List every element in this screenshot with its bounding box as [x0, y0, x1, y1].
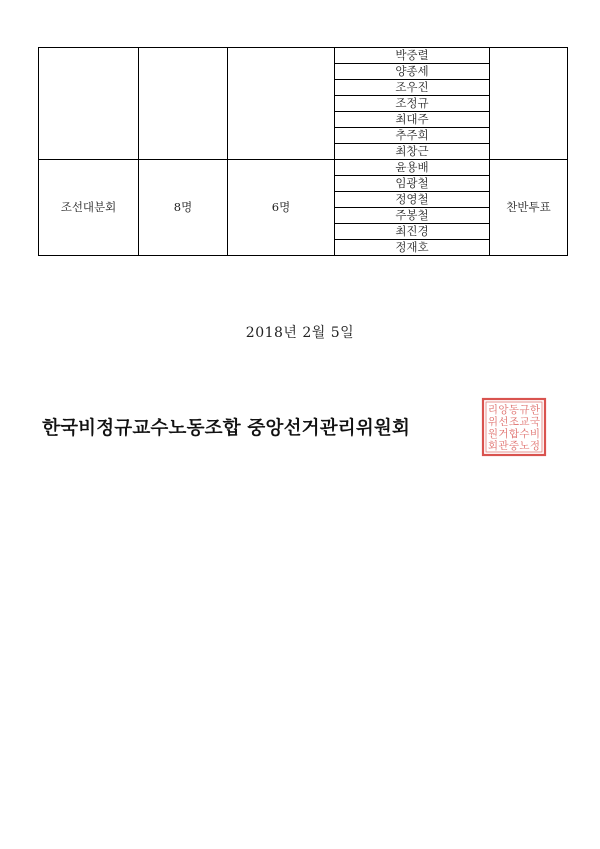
result-cell: 찬반투표 — [490, 160, 568, 256]
seal-glyph: 비 — [529, 428, 541, 440]
candidate-name-cell: 임광철 — [335, 176, 490, 192]
seal-glyph: 규 — [519, 404, 530, 416]
seats-cell — [139, 48, 228, 160]
candidate-name-cell: 추주희 — [335, 128, 490, 144]
candidate-name-cell: 정재호 — [335, 240, 490, 256]
seal-glyph: 정 — [529, 440, 541, 452]
candidate-name-cell: 조우진 — [335, 80, 490, 96]
seal-glyph: 수 — [519, 428, 530, 440]
seal-glyph: 합 — [508, 428, 520, 440]
seal-glyph: 조 — [508, 416, 520, 428]
candidate-name-cell: 정영철 — [335, 192, 490, 208]
candidates-count-cell: 6명 — [228, 160, 335, 256]
seal-glyph: 선 — [498, 416, 509, 428]
candidate-name-cell: 박중렬 — [335, 48, 490, 64]
seal-glyph: 회 — [487, 440, 499, 452]
seal-glyph: 원 — [487, 428, 499, 440]
branch-cell — [39, 48, 139, 160]
seal-glyph: 국 — [529, 416, 541, 428]
seal-glyph: 리 — [487, 404, 499, 416]
organization-name: 한국비정규교수노동조합 중앙선거관리위원회 — [42, 418, 411, 439]
seats-cell: 8명 — [139, 160, 228, 256]
candidate-name-cell: 최창근 — [335, 144, 490, 160]
seal-glyph: 앙 — [498, 404, 509, 416]
candidate-name-cell: 윤용배 — [335, 160, 490, 176]
candidate-name-cell: 최진경 — [335, 224, 490, 240]
seal-glyph: 노 — [519, 440, 530, 452]
table-row — [39, 160, 568, 176]
candidate-name-cell: 최대주 — [335, 112, 490, 128]
candidate-name-cell: 조정규 — [335, 96, 490, 112]
seal-glyph: 교 — [519, 416, 530, 428]
seal-glyph: 관 — [498, 440, 509, 452]
table-row — [39, 48, 568, 64]
seal-glyph: 중 — [508, 440, 520, 452]
candidate-name-cell: 주봉철 — [335, 208, 490, 224]
result-cell — [490, 48, 568, 160]
seal-glyph: 거 — [498, 428, 509, 440]
seal-glyph: 한 — [529, 404, 541, 416]
branch-cell: 조선대분회 — [39, 160, 139, 256]
seal-glyph: 위 — [487, 416, 499, 428]
document-date: 2018년 2월 5일 — [245, 325, 355, 341]
seal-glyph: 동 — [508, 404, 520, 416]
candidate-table — [38, 47, 568, 256]
official-seal — [481, 397, 547, 457]
candidate-name-cell: 양종세 — [335, 64, 490, 80]
candidates-count-cell — [228, 48, 335, 160]
